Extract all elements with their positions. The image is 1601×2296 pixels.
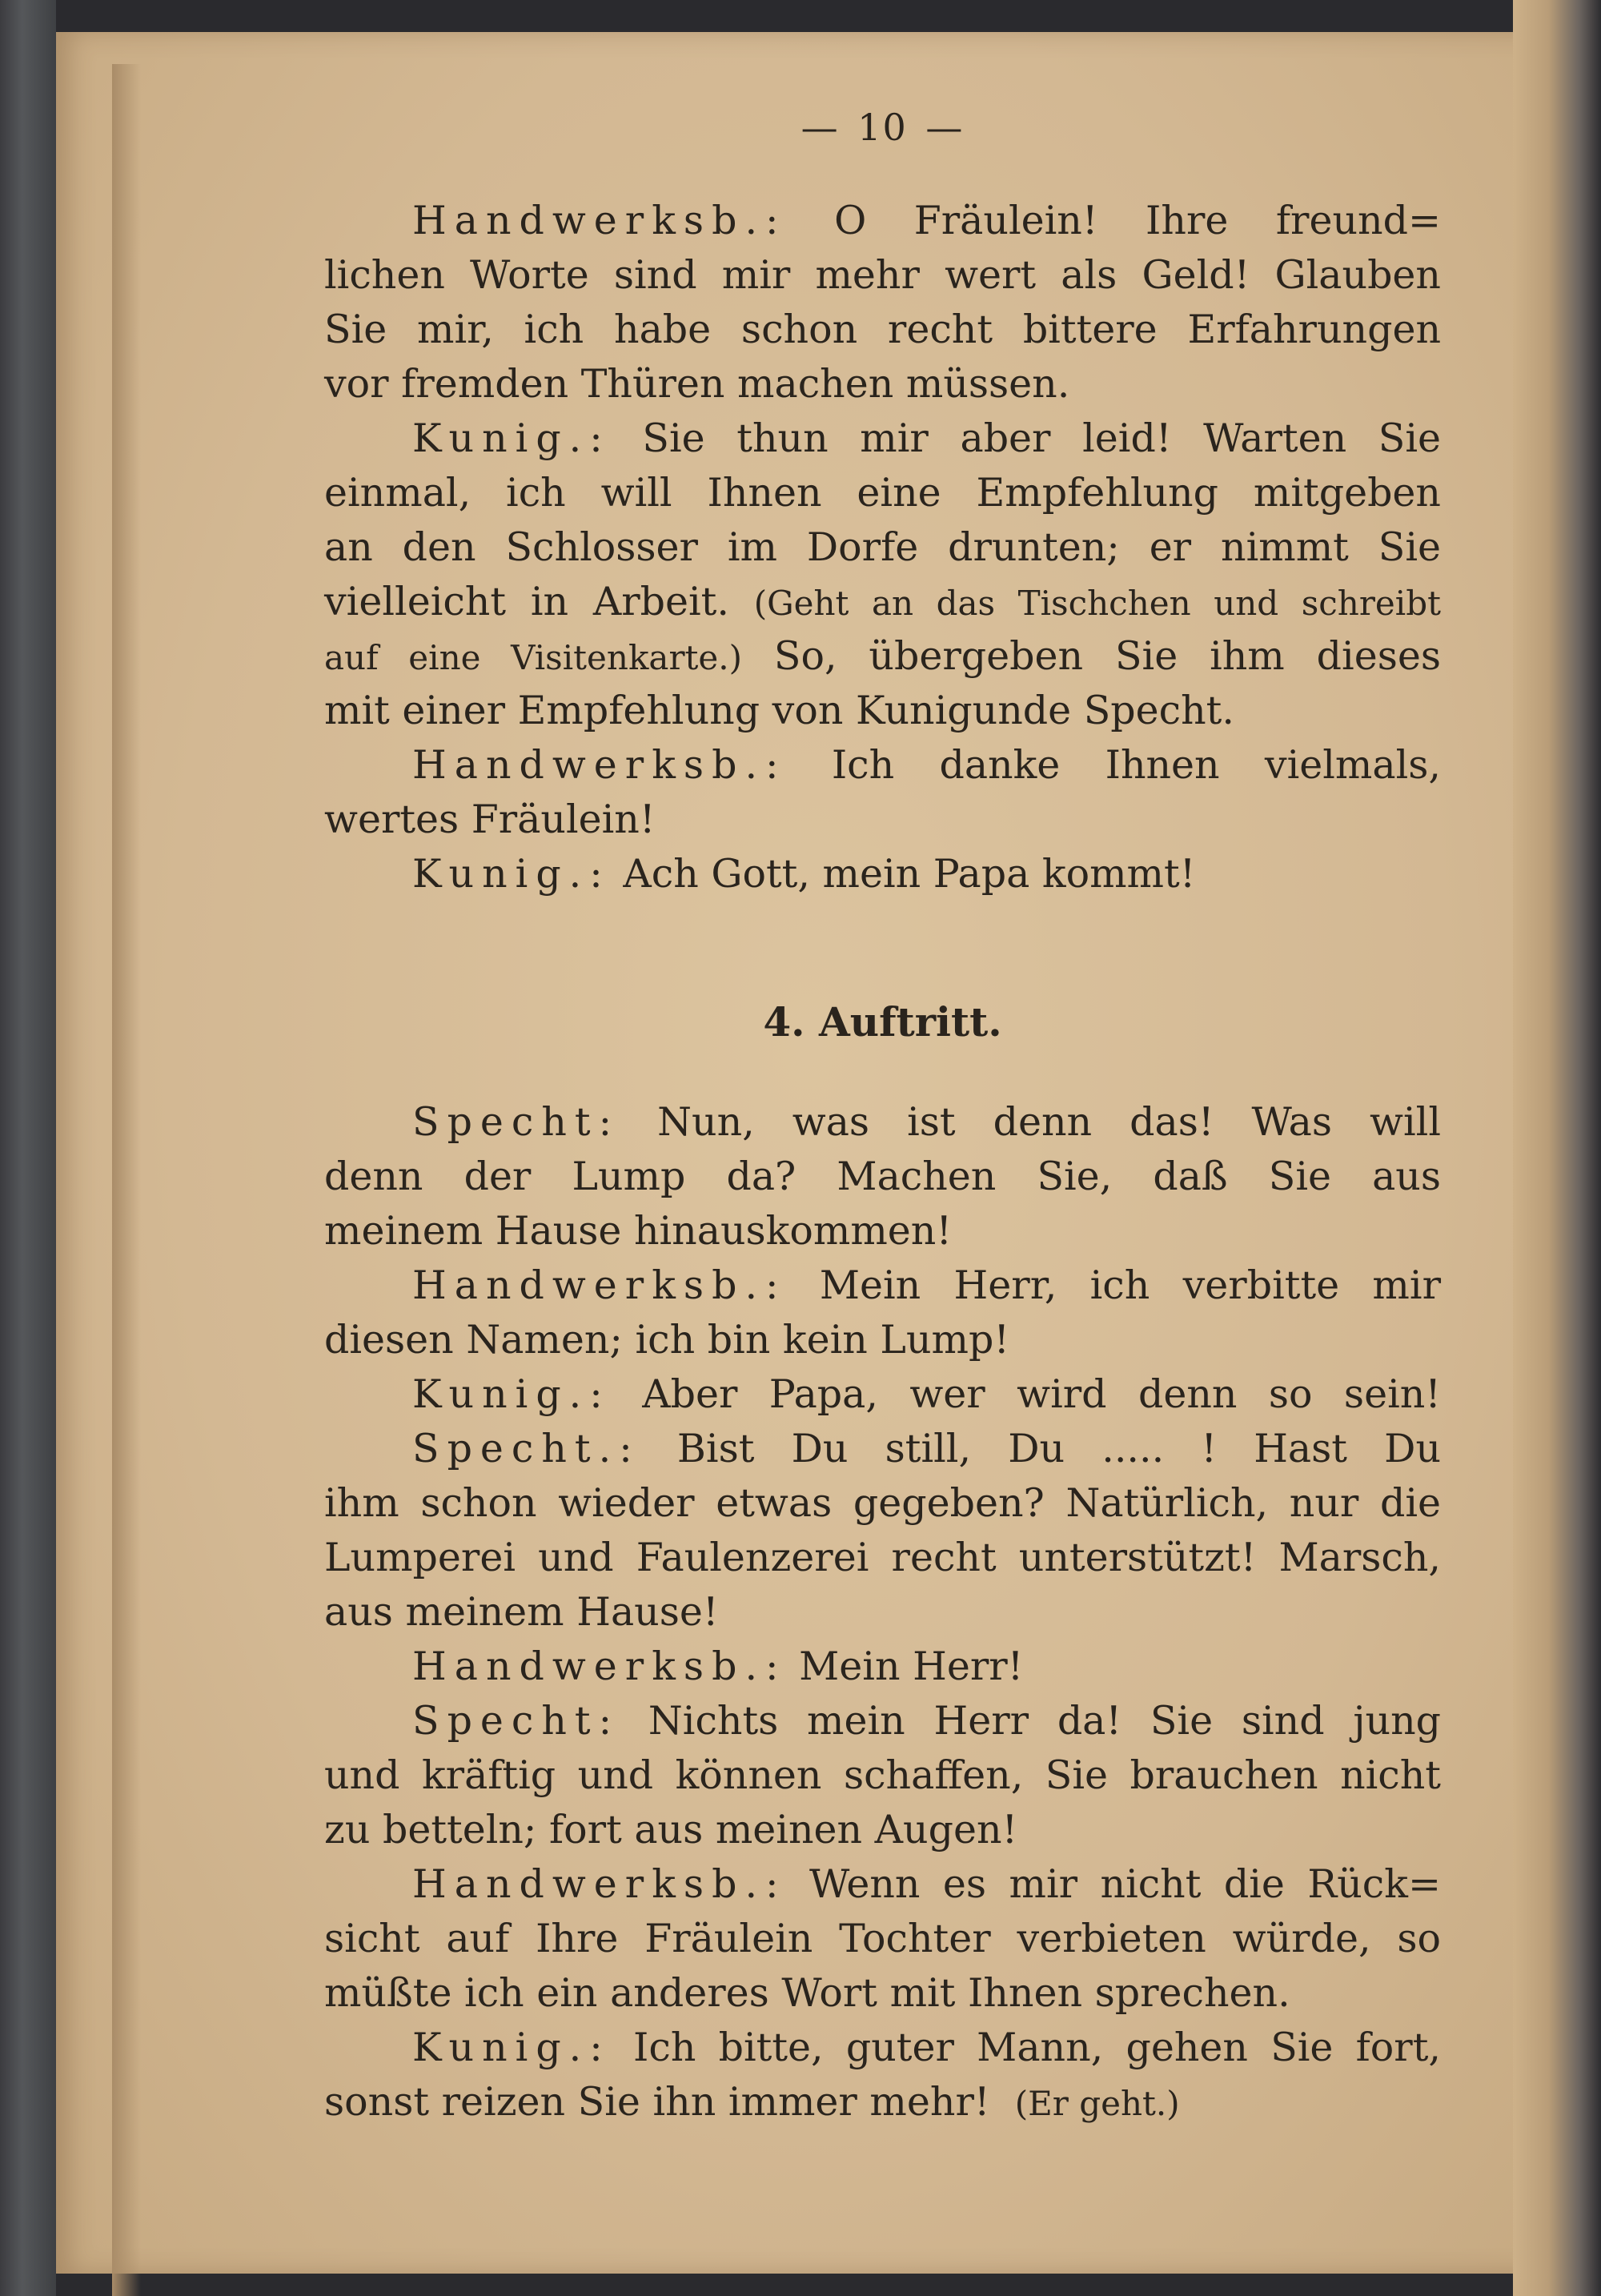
stage-direction: auf eine Visitenkarte.) [324,638,742,677]
speaker-name: Specht: [412,1698,620,1744]
text-line: Handwerksb.: Wenn es mir nicht die Rück= [412,1861,1441,1907]
speaker-name: Handwerksb.: [412,1644,787,1689]
page-gutter-shadow [112,64,141,2296]
next-page-edge [1513,0,1601,2296]
speaker-name: Handwerksb.: [412,742,787,788]
text-line: Specht.: Bist Du still, Du ..... ! Hast Du [412,1426,1442,1471]
speaker-name: Kunig.: [412,415,611,461]
text-line: an den Schlosser im Dorfe drunten; er nimmt Sie [324,524,1441,570]
text-line: Kunig.: Ach Gott, mein Papa kommt! [412,851,1196,897]
text-line: diesen Namen; ich bin kein Lump! [324,1317,1010,1363]
stage-direction: (Er geht.) [1014,2084,1180,2123]
text-line: müßte ich ein anderes Wort mit Ihnen sprechen. [324,1970,1290,2016]
book-binding [0,0,56,2296]
paper-page [56,32,1561,2274]
speaker-name: Specht: [412,1099,620,1145]
speaker-name: Kunig.: [412,1371,611,1417]
text-line: Handwerksb.: Mein Herr, ich verbitte mir [412,1262,1441,1308]
text-line: Handwerksb.: Mein Herr! [412,1644,1024,1689]
text-line: wertes Fräulein! [324,797,656,842]
text-line: sonst reizen Sie ihn immer mehr! (Er geht.) [324,2079,1180,2125]
text-line: einmal, ich will Ihnen eine Empfehlung mitgeben [324,470,1441,516]
page-number: — 10 — [800,106,965,149]
text-line: Kunig.: Aber Papa, wer wird denn so sein! [412,1371,1441,1417]
text-line: Handwerksb.: Ich danke Ihnen vielmals, [412,742,1441,788]
speaker-name: Kunig.: [412,2025,611,2070]
speaker-name: Kunig.: [412,851,611,897]
speaker-name: Handwerksb.: [412,198,787,243]
text-line: Specht: Nun, was ist denn das! Was will [412,1099,1441,1145]
text-line: Handwerksb.: O Fräulein! Ihre freund= [412,198,1442,243]
text-line: und kräftig und können schaffen, Sie brauchen nicht [324,1752,1441,1798]
scene-heading: 4. Auftritt. [763,998,1002,1046]
text-line: zu betteln; fort aus meinen Augen! [324,1807,1018,1852]
speaker-name: Handwerksb.: [412,1262,787,1308]
text-line: vor fremden Thüren machen müssen. [324,361,1070,407]
speaker-name: Handwerksb.: [412,1861,787,1907]
stage-direction: (Geht an das Tischchen und schreibt [753,584,1441,623]
text-line: Kunig.: Ich bitte, guter Mann, gehen Sie fort, [412,2025,1441,2070]
text-line: lichen Worte sind mir mehr wert als Geld! Glauben [324,252,1441,298]
text-line: Kunig.: Sie thun mir aber leid! Warten Sie [412,415,1441,461]
text-line: auf eine Visitenkarte.) So, übergeben Sie ihm dieses [324,633,1441,679]
text-line: Specht: Nichts mein Herr da! Sie sind jung [412,1698,1441,1744]
speaker-name: Specht.: [412,1426,640,1471]
text-line: meinem Hause hinauskommen! [324,1208,953,1254]
text-line: sicht auf Ihre Fräulein Tochter verbieten würde, so [324,1916,1441,1961]
text-line: aus meinem Hause! [324,1589,719,1635]
text-line: denn der Lump da? Machen Sie, daß Sie aus [324,1154,1441,1199]
text-line: ihm schon wieder etwas gegeben? Natürlich, nur die [324,1480,1441,1526]
text-line: Lumperei und Faulenzerei recht unterstützt! Marsch, [324,1535,1441,1580]
text-line: vielleicht in Arbeit. (Geht an das Tischchen und schreibt [324,579,1441,624]
text-line: Sie mir, ich habe schon recht bittere Erfahrungen [324,307,1441,352]
text-line: mit einer Empfehlung von Kunigunde Specht. [324,688,1234,733]
